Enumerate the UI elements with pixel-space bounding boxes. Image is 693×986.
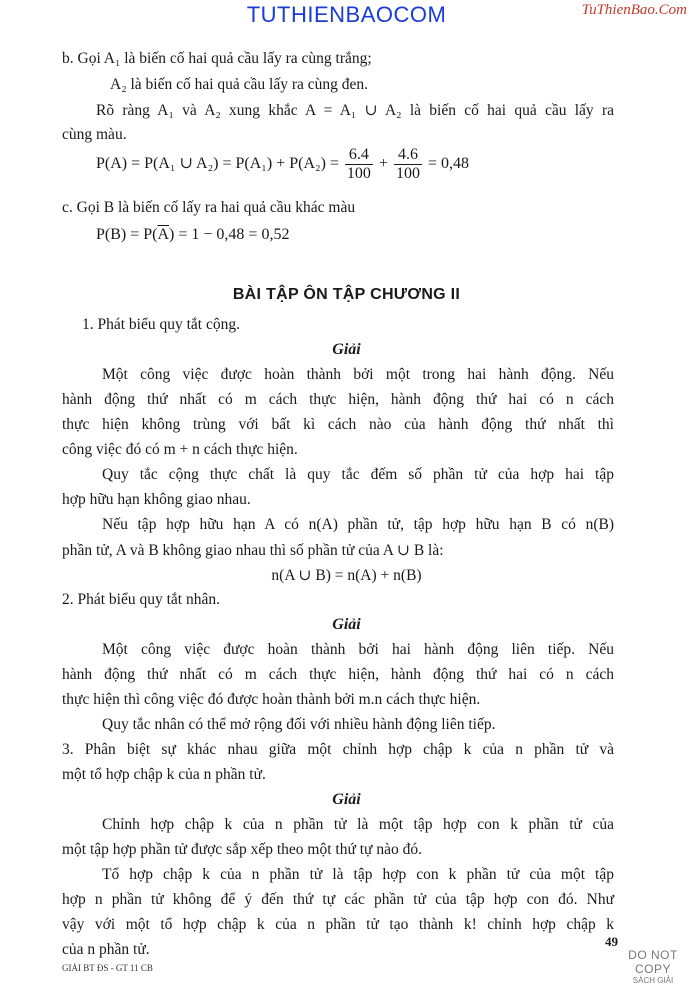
stamp-top: DO NOT COPY bbox=[628, 948, 678, 976]
fraction-2 bbox=[394, 146, 422, 183]
fraction-1-num: 6.4 bbox=[345, 146, 373, 165]
q1-p2-line-1: Quy tắc cộng thực chất là quy tắc đếm số phần tử của hợp hai tập bbox=[102, 466, 614, 483]
q1-p2-line-2: hợp hữu hạn không giao nhau. bbox=[62, 491, 251, 508]
q1-giai-heading: Giải bbox=[332, 341, 361, 358]
formula-lhs: P(A) = P(A₁ ∪ A₂) = P(A₁) + P(A₂) = bbox=[96, 155, 339, 173]
complement-a: $\overline{A}$ bbox=[157, 226, 170, 243]
q1-p1-line-3: thực hiện không trùng với bất kì cách nào của hành động thứ nhất thì bbox=[62, 416, 614, 433]
fraction-2-den: 100 bbox=[395, 165, 420, 182]
q1-formula: n(A ∪ B) = n(A) + n(B) bbox=[271, 567, 422, 584]
formula-rhs: = 0,48 bbox=[427, 155, 469, 173]
fraction-2-num: 4.6 bbox=[394, 146, 422, 165]
q3-question-line-1: 3. Phân biệt sự khác nhau giữa một chỉnh hợp chập k của n phần tử và bbox=[62, 741, 614, 758]
q1-p1-line-1: Một công việc được hoàn thành bởi một trong hai hành động. Nếu bbox=[102, 366, 614, 383]
q3-p2-line-1: Tổ hợp chập k của n phần tử là tập hợp con k phần tử của một tập bbox=[102, 866, 614, 883]
footer-book-title: GIẢI BT ĐS - GT 11 CB bbox=[62, 963, 153, 973]
q1-p3-line-2: phần tử, A và B không giao nhau thì số phần tử của A ∪ B là: bbox=[62, 542, 444, 559]
part-b-line-2: A₂ là biến cố hai quả cầu lấy ra cùng đen. bbox=[110, 76, 369, 93]
q3-p1-line-1: Chỉnh hợp chập k của n phần tử là một tập hợp con k phần tử của bbox=[102, 816, 614, 833]
q1-p1-line-4: công việc đó có m + n cách thực hiện. bbox=[62, 441, 298, 458]
q3-giai-heading: Giải bbox=[332, 791, 361, 808]
copy-stamp bbox=[617, 948, 689, 986]
q3-p2-line-4: của n phần tử. bbox=[62, 941, 150, 958]
q1-p3-line-1: Nếu tập hợp hữu hạn A có n(A) phần tử, tập hợp hữu hạn B có n(B) bbox=[102, 516, 614, 533]
part-b-line-3: Rõ ràng A₁ và A₂ xung khắc A = A₁ ∪ A₂ là biến cố hai quả cầu lấy ra bbox=[96, 102, 614, 119]
part-b-line-4: cùng màu. bbox=[62, 126, 127, 143]
section-title: BÀI TẬP ÔN TẬP CHƯƠNG II bbox=[232, 286, 461, 303]
q2-p1-line-3: thực hiện thì công việc đó được hoàn thành bởi m.n cách thực hiện. bbox=[62, 691, 481, 708]
q3-question-line-2: một tổ hợp chập k của n phần tử. bbox=[62, 766, 266, 783]
part-b-line-1: b. Gọi A₁ là biến cố hai quả cầu lấy ra cùng trắng; bbox=[62, 50, 372, 67]
q2-giai-heading: Giải bbox=[332, 616, 361, 633]
q2-p1-line-2: hành động thứ nhất có m cách thực hiện, hành động thứ hai có n cách bbox=[62, 666, 614, 683]
site-title: TUTHIENBAOCOM bbox=[246, 2, 447, 27]
fraction-1 bbox=[345, 146, 373, 183]
watermark: TuThienBao.Com bbox=[581, 2, 687, 18]
formula-c-post: ) = 1 − 0,48 = 0,52 bbox=[169, 226, 290, 243]
q3-p1-line-2: một tập hợp phần tử được sắp xếp theo một thứ tự nào đó. bbox=[62, 841, 422, 858]
q3-p2-line-3: vậy với một tổ hợp chập k của n phần tử tạo thành k! chỉnh hợp chập k bbox=[62, 916, 614, 933]
probability-formula-b bbox=[96, 146, 469, 183]
fraction-plus: + bbox=[378, 155, 388, 173]
q2-p2: Quy tắc nhân có thể mở rộng đối với nhiều hành động liên tiếp. bbox=[102, 716, 496, 733]
probability-formula-c bbox=[96, 226, 289, 244]
stamp-bottom: SÁCH GIẢI bbox=[632, 976, 674, 985]
fraction-1-den: 100 bbox=[346, 165, 371, 182]
q1-p1-line-2: hành động thứ nhất có m cách thực hiện, hành động thứ hai có n cách bbox=[62, 391, 614, 408]
page-number: 49 bbox=[605, 934, 618, 949]
q2-question: 2. Phát biểu quy tắt nhân. bbox=[62, 591, 220, 608]
q3-p2-line-2: hợp n phần tử không để ý đến thứ tự các phần tử của tập hợp con đó. Như bbox=[62, 891, 614, 908]
formula-c-pre: P(B) = P( bbox=[96, 226, 158, 243]
part-c-line-1: c. Gọi B là biến cố lấy ra hai quả cầu khác màu bbox=[62, 199, 356, 216]
q1-question: 1. Phát biểu quy tắt cộng. bbox=[82, 316, 240, 333]
q2-p1-line-1: Một công việc được hoàn thành bởi hai hành động liên tiếp. Nếu bbox=[102, 641, 614, 658]
